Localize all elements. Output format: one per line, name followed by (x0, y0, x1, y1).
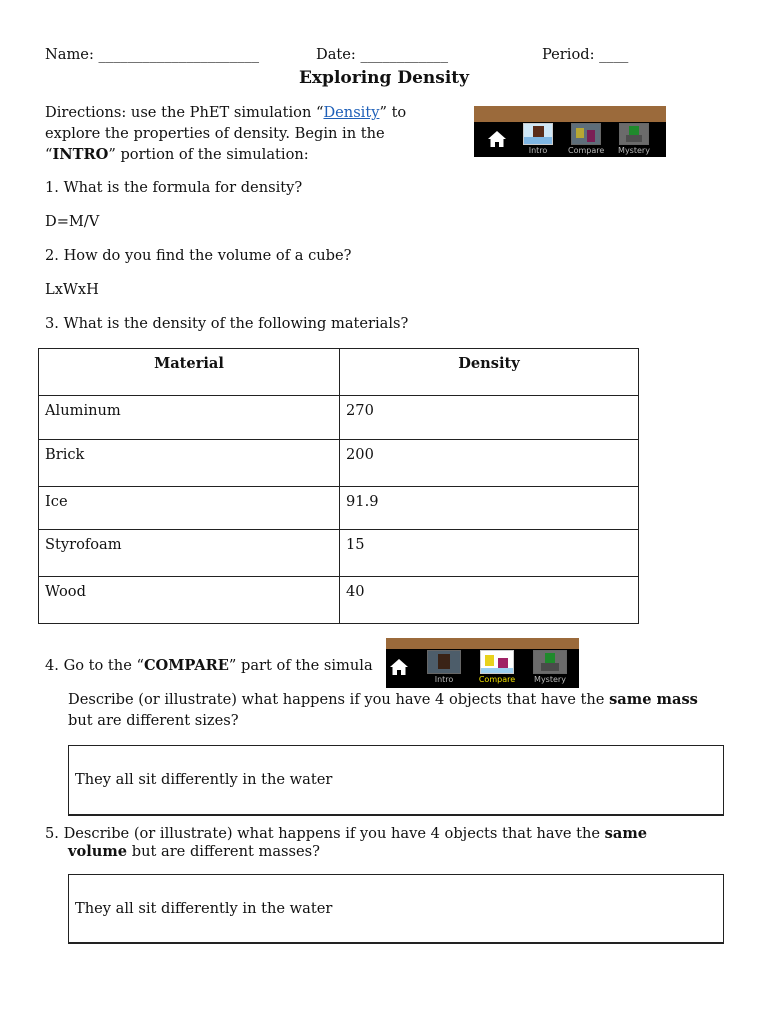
table-row (39, 530, 639, 577)
intro-keyword: INTRO (52, 146, 109, 163)
answer-2: LxWxH (45, 281, 99, 298)
question-2: 2. How do you find the volume of a cube? (45, 247, 352, 264)
density-cell: 270 (340, 396, 639, 440)
compare-thumb-icon (571, 123, 601, 145)
nav-tab-mystery (531, 650, 569, 688)
question-4-line-3: but are different sizes? (68, 712, 239, 729)
date-field-label: Date: ____________ (316, 46, 449, 63)
phet-nav-image-intro (474, 106, 666, 157)
directions-prefix: Directions: use the PhET simulation “ (45, 104, 324, 121)
mystery-tab-label: Mystery (534, 675, 566, 684)
directions-line-3-rest: ” portion of the simulation: (108, 146, 309, 163)
material-cell: Styrofoam (39, 530, 340, 577)
question-5-line-2 (68, 843, 320, 860)
nav-tab-intro (426, 650, 462, 688)
page-title: Exploring Density (298, 68, 470, 88)
name-field-label: Name: ______________________ (45, 46, 260, 63)
compare-thumb-icon (480, 650, 514, 674)
volume-keyword: volume (68, 843, 128, 860)
same-keyword: same (604, 825, 648, 842)
question-4-line-1 (45, 657, 373, 674)
table-header-density: Density (340, 349, 639, 396)
density-cell: 91.9 (340, 487, 639, 530)
table-row (39, 487, 639, 530)
compare-tab-label: Compare (478, 675, 516, 684)
phet-nav-image-compare (386, 638, 579, 688)
directions-line-2: explore the properties of density. Begin in the (45, 125, 385, 142)
density-cell: 15 (340, 530, 639, 577)
table-row (39, 440, 639, 487)
table-header-material: Material (39, 349, 340, 396)
question-1: 1. What is the formula for density? (45, 179, 303, 196)
home-icon (487, 130, 507, 148)
question-3: 3. What is the density of the following materials? (45, 315, 409, 332)
period-field-label: Period: ____ (542, 46, 629, 63)
material-cell: Aluminum (39, 396, 340, 440)
mystery-thumb-icon (619, 123, 649, 145)
density-cell: 40 (340, 577, 639, 624)
answer-box-4[interactable] (68, 745, 724, 816)
directions-open-quote: “ (45, 146, 53, 163)
q4-prefix: 4. Go to the “ (45, 657, 144, 674)
intro-tab-label: Intro (528, 146, 548, 155)
density-cell: 200 (340, 440, 639, 487)
intro-thumb-icon (427, 650, 461, 674)
same-mass-keyword: same mass (609, 691, 698, 708)
q5-line-1-start: 5. Describe (or illustrate) what happens if you have 4 objects that have the (45, 825, 605, 842)
compare-keyword: COMPARE (143, 657, 229, 674)
table-row (39, 396, 639, 440)
answer-1: D=M/V (45, 213, 100, 230)
intro-tab-label: Intro (434, 675, 454, 684)
density-table (38, 348, 639, 624)
table-header-row (39, 349, 639, 396)
material-cell: Ice (39, 487, 340, 530)
directions-line-1 (45, 104, 406, 121)
intro-thumb-icon (523, 123, 553, 145)
material-cell: Brick (39, 440, 340, 487)
mystery-tab-label: Mystery (618, 146, 650, 155)
nav-tab-intro (520, 123, 556, 157)
directions-suffix: ” to (379, 104, 407, 121)
question-4-line-2 (68, 691, 698, 708)
density-link[interactable]: Density (323, 104, 380, 121)
q4-line-2-start: Describe (or illustrate) what happens if you have 4 objects that have the (68, 691, 610, 708)
question-5-line-1 (45, 825, 647, 842)
nav-brown-bar (386, 638, 579, 649)
q5-line-2-rest: but are different masses? (127, 843, 320, 860)
nav-tab-compare (568, 123, 604, 157)
answer-box-5[interactable] (68, 874, 724, 944)
answer-4-text: They all sit differently in the water (75, 771, 333, 788)
directions-line-3 (45, 146, 309, 163)
nav-brown-bar (474, 106, 666, 122)
mystery-thumb-icon (533, 650, 567, 674)
answer-5-text: They all sit differently in the water (75, 900, 333, 917)
table-row (39, 577, 639, 624)
compare-tab-label: Compare (568, 146, 605, 155)
nav-tab-compare (478, 650, 516, 688)
q4-suffix: ” part of the simula (228, 657, 373, 674)
home-icon (389, 658, 409, 676)
material-cell: Wood (39, 577, 340, 624)
nav-tab-mystery (616, 123, 652, 157)
